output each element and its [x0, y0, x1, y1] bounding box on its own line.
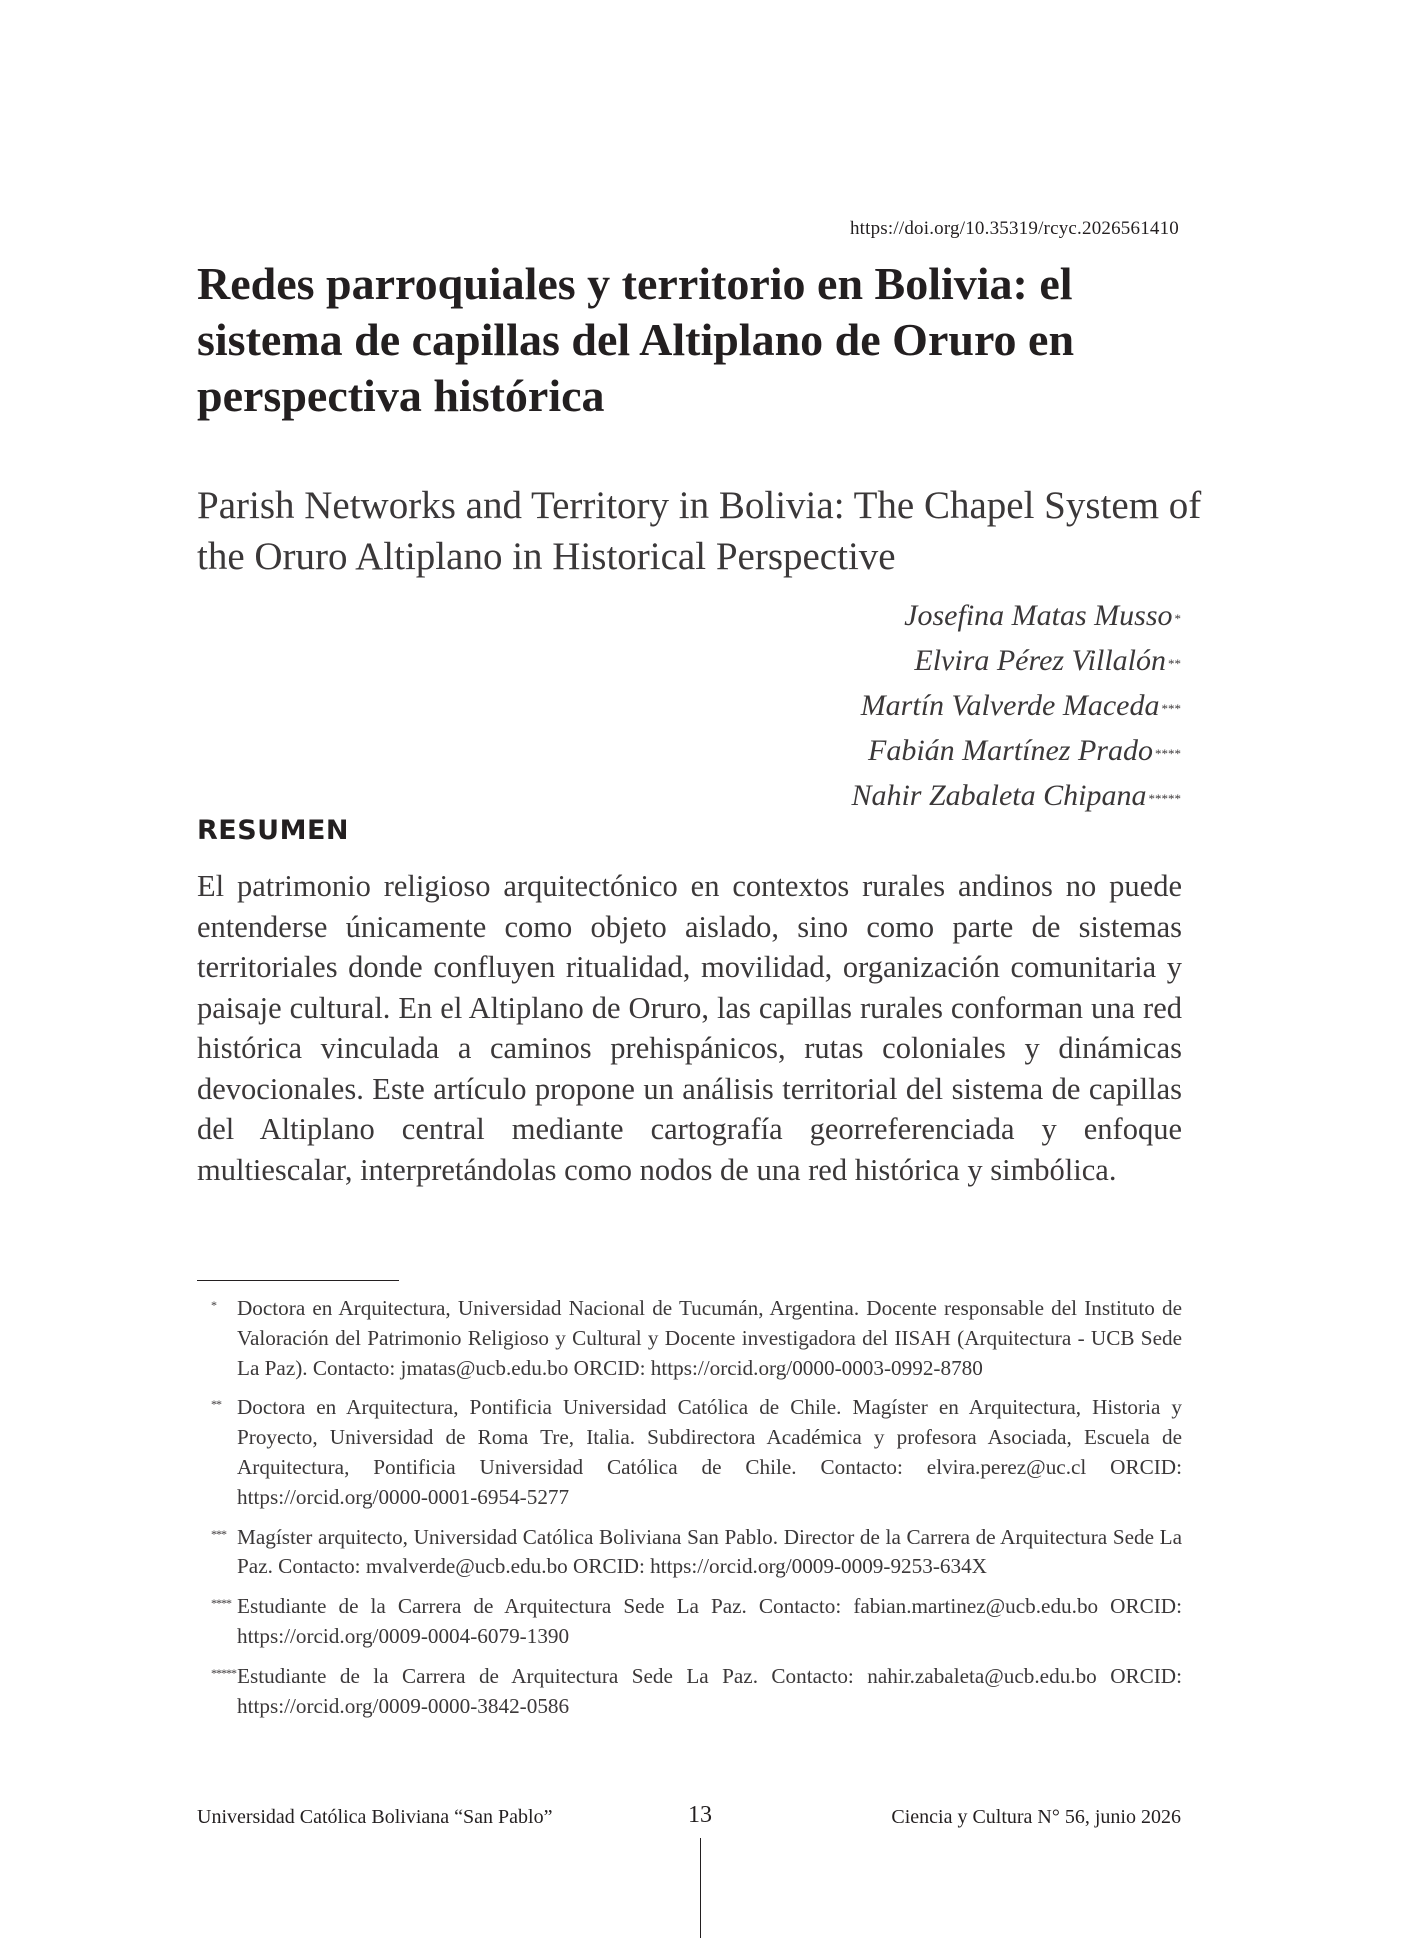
author-name: Fabián Martínez Prado	[868, 734, 1153, 767]
footnote-mark: ***	[1161, 701, 1181, 716]
footnote-4	[197, 1592, 1182, 1652]
footnote-text: Estudiante de la Carrera de Arquitectura Sede La Paz. Contacto: nahir.zabaleta@ucb.edu.bo ORCID: https://orcid.org/0009-0000-3842-0586	[237, 1663, 1182, 1718]
author-name: Nahir Zabaleta Chipana	[851, 779, 1147, 812]
author-4	[481, 731, 1181, 776]
footnote-1	[197, 1294, 1182, 1383]
author-3	[481, 686, 1181, 731]
footnote-text: Doctora en Arquitectura, Pontificia Universidad Católica de Chile. Magíster en Arquitectura, Historia y Proyecto, Universidad de Roma Tre, Italia. Subdirectora Académica y profesora Asociada, Escuela de Arquitectura, Pontificia Universidad Católica de Chile. Contacto: elvira.perez@uc.cl ORCID: https://orcid.org/0000-0001-6954-5277	[237, 1395, 1182, 1509]
footnote-divider	[197, 1280, 399, 1281]
footnote-mark: *	[1174, 611, 1181, 626]
footnote-5	[197, 1662, 1182, 1722]
page-number: 13	[688, 1802, 712, 1828]
author-list	[481, 596, 1181, 821]
footnote-mark: ****	[211, 1596, 231, 1611]
footnote-mark: ***	[211, 1526, 226, 1541]
footnote-mark: ****	[1155, 746, 1181, 761]
footnote-mark: *	[211, 1298, 216, 1312]
footnote-mark: **	[211, 1397, 221, 1412]
footnote-2	[197, 1393, 1182, 1512]
author-1	[481, 596, 1181, 641]
author-name: Elvira Pérez Villalón	[914, 644, 1166, 677]
resumen-text: El patrimonio religioso arquitectónico en contextos rurales andinos no puede entenderse únicamente como objeto aislado, sino como parte de sistemas territoriales donde confluyen ritualidad, movilidad, organización comunitaria y paisaje cultural. En el Altiplano de Oruro, las capillas rurales conforman una red histórica vinculada a caminos prehispánicos, rutas coloniales y dinámicas devocionales. Este artículo propone un análisis territorial del sistema de capillas del Altiplano central mediante cartografía georreferenciada y enfoque multiescalar, interpretándolas como nodos de una red histórica y simbólica.	[197, 869, 1182, 1187]
author-name: Josefina Matas Musso	[904, 599, 1173, 632]
footnote-mark: *****	[1148, 791, 1181, 806]
footnote-text: Doctora en Arquitectura, Universidad Nacional de Tucumán, Argentina. Docente responsable del Instituto de Valoración del Patrimonio Religioso y Cultural y Docente investigadora del IISAH (Arquitectura - UCB Sede La Paz). Contacto: jmatas@ucb.edu.bo ORCID: https://orcid.org/0000-0003-0992-8780	[237, 1296, 1182, 1380]
footer-journal: Ciencia y Cultura N° 56, junio 2026	[891, 1806, 1181, 1828]
footnote-text: Magíster arquitecto, Universidad Católica Boliviana San Pablo. Director de la Carrera de Arquitectura Sede La Paz. Contacto: mvalverde@ucb.edu.bo ORCID: https://orcid.org/0009-0009-9253-634X	[237, 1524, 1182, 1579]
article-subtitle: Parish Networks and Territory in Bolivia: The Chapel System of the Oruro Altiplano in Historical Perspective	[197, 484, 1202, 578]
resumen-heading: RESUMEN	[197, 815, 350, 846]
footnote-mark: *****	[211, 1665, 236, 1680]
footnote-mark: **	[1168, 656, 1181, 671]
footer-publisher: Universidad Católica Boliviana “San Pablo”	[197, 1806, 553, 1828]
footnote-3	[197, 1523, 1182, 1583]
footer-divider	[700, 1838, 701, 1938]
author-5	[481, 776, 1181, 821]
author-name: Martín Valverde Maceda	[860, 689, 1160, 722]
author-2	[481, 641, 1181, 686]
doi-link[interactable]: https://doi.org/10.35319/rcyc.2026561410	[849, 218, 1179, 239]
footnote-text: Estudiante de la Carrera de Arquitectura Sede La Paz. Contacto: fabian.martinez@ucb.edu.bo ORCID: https://orcid.org/0009-0004-6079-1390	[237, 1594, 1182, 1648]
footnote-list	[197, 1294, 1182, 1731]
article-title: Redes parroquiales y territorio en Bolivia: el sistema de capillas del Altiplano de Oruro en perspectiva histórica	[197, 258, 1075, 421]
